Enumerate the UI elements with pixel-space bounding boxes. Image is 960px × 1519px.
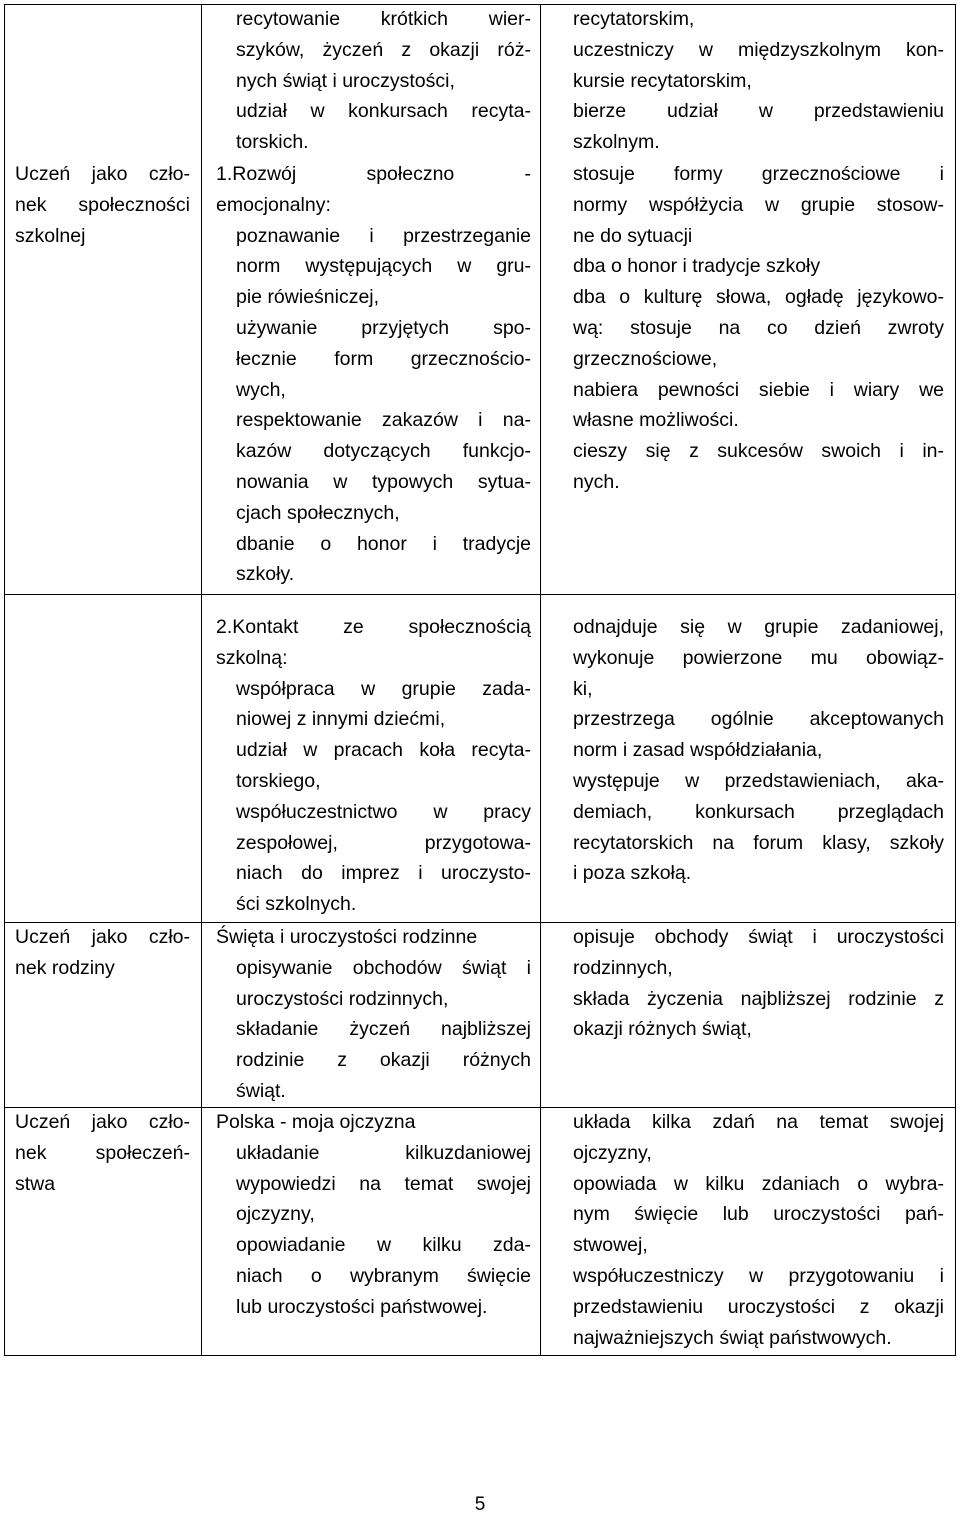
row-label-line: szkolnej [15, 224, 86, 247]
text-line: składanie życzeń najbliższej [236, 1014, 531, 1045]
text-line: wych, [236, 378, 286, 401]
row-label-line: Uczeń jako czło- [15, 926, 190, 948]
text-line: nabiera pewności siebie i wiary we [573, 375, 944, 406]
text-line: dba o kulturę słowa, ogładę językowo- [573, 282, 944, 313]
text-line: ści szkolnych. [236, 893, 357, 916]
text-line: odnajduje się w grupie zadaniowej, [573, 612, 944, 643]
text-line: szyków, życzeń z okazji róż- [236, 38, 531, 61]
bullet-item [573, 436, 944, 498]
bullet-item [573, 766, 944, 889]
bullet-item [236, 529, 531, 591]
text-line: recytatorskim, [573, 8, 695, 30]
bullet-item [573, 35, 944, 97]
text-line: stwowej, [573, 1234, 648, 1257]
continued-text [573, 4, 944, 35]
text-line: zespołowej, przygotowa- [236, 831, 531, 854]
text-line: norm i zasad współdziałania, [573, 739, 823, 762]
text-line: opisywanie obchodów świąt i [236, 953, 531, 984]
text-line: torskich. [236, 131, 309, 154]
text-line: współuczestniczy w przygotowaniu i [573, 1261, 944, 1292]
text-line: udział w konkursach recyta- [236, 96, 531, 127]
row-label-line: nek rodziny [15, 956, 115, 979]
text-line: emocjonalny: [216, 193, 331, 216]
text-line: używanie przyjętych spo- [236, 313, 531, 344]
text-line: dba o honor i tradycje szkoły [573, 251, 944, 282]
text-line: cieszy się z sukcesów swoich i in- [573, 436, 944, 467]
text-line: wykonuje powierzone mu obowiąz- [573, 646, 944, 669]
text-line: demiach, konkursach przeglądach [573, 800, 944, 823]
table-row-divider [4, 594, 956, 595]
text-line: opowiada w kilku zdaniach o wybra- [573, 1169, 944, 1200]
text-line: cjach społecznych, [236, 501, 400, 524]
text-line: składa życzenia najbliższej rodzinie z [573, 984, 944, 1015]
text-line: wypowiedzi na temat swojej [236, 1172, 531, 1195]
bullet-item [573, 375, 944, 437]
bullet-item [573, 984, 944, 1046]
text-line: rodzinnych, [573, 956, 673, 979]
outcomes-cell [0, 922, 960, 1045]
text-line: rodzinie z okazji różnych [236, 1049, 531, 1072]
row-label-line: nek społeczności [15, 193, 190, 216]
text-line: wą: stosuje na co dzień zwroty [573, 316, 944, 339]
text-line: okazji różnych świąt, [573, 1018, 752, 1041]
text-line: układa kilka zdań na temat swojej [573, 1107, 944, 1138]
text-line: opisuje obchody świąt i uroczystości [573, 922, 944, 953]
text-line: współpraca w grupie zada- [236, 674, 531, 705]
text-line: ojczyzny, [573, 1141, 652, 1164]
text-line: uroczystości rodzinnych, [236, 987, 449, 1010]
text-line: własne możliwości. [573, 409, 739, 432]
text-line: przestrzega ogólnie akceptowanych [573, 704, 944, 735]
text-line: niowej z innymi dziećmi, [236, 708, 446, 731]
text-line: Polska - moja ojczyzna [216, 1111, 416, 1133]
bullet-item [573, 1169, 944, 1261]
text-line: recytatorskich na forum klasy, szkoły [573, 831, 944, 854]
text-line: najważniejszych świąt państwowych. [573, 1326, 892, 1349]
text-line: dbanie o honor i tradycje [236, 529, 531, 560]
text-line: szkoły. [236, 563, 295, 586]
text-line: recytowanie krótkich wier- [236, 4, 531, 35]
text-line: 2.Kontakt ze społecznością [216, 616, 531, 638]
text-line: respektowanie zakazów i na- [236, 405, 531, 436]
text-line: kursie recytatorskim, [573, 69, 752, 92]
text-line: uczestniczy w międzyszkolnym kon- [573, 35, 944, 66]
bullet-item [573, 922, 944, 984]
bullet-item [573, 96, 944, 158]
text-line: nych świąt i uroczystości, [236, 69, 455, 92]
text-line: Święta i uroczystości rodzinne [216, 926, 478, 948]
text-line: i poza szkołą. [573, 862, 692, 885]
text-line: norm występujących w gru- [236, 255, 531, 278]
text-line: pie rówieśniczej, [236, 286, 380, 309]
outcomes-cell [0, 4, 960, 158]
text-line: niach o wybranym święcie [236, 1264, 531, 1287]
bullet-item [573, 612, 944, 704]
row-label-line: Uczeń jako czło- [15, 1111, 190, 1133]
text-line: lub uroczystości państwowej. [236, 1295, 488, 1318]
text-line: współuczestnictwo w pracy [236, 797, 531, 828]
text-line: udział w pracach koła recyta- [236, 735, 531, 766]
text-line: niach do imprez i uroczysto- [236, 862, 531, 885]
text-line: szkolnym. [573, 131, 660, 154]
bullet-item [573, 282, 944, 374]
row-label-line: stwa [15, 1172, 56, 1195]
row-label-line: nek społeczeń- [15, 1141, 190, 1164]
text-line: opowiadanie w kilku zda- [236, 1230, 531, 1261]
text-line: nych. [573, 470, 620, 493]
text-line: układanie kilkuzdaniowej [236, 1138, 531, 1169]
bullet-item [573, 1107, 944, 1169]
text-line: łecznie form grzecznościo- [236, 347, 531, 370]
text-line: przedstawieniu uroczystości z okazji [573, 1295, 944, 1318]
bullet-item [573, 159, 944, 251]
text-line: poznawanie i przestrzeganie [236, 221, 531, 252]
outcomes-cell [0, 1107, 960, 1353]
text-line: nowania w typowych sytua- [236, 470, 531, 493]
text-line: 1.Rozwój społeczno - [216, 163, 531, 185]
text-line: występuje w przedstawieniach, aka- [573, 766, 944, 797]
bullet-item [573, 1261, 944, 1353]
page-number: 5 [474, 1494, 486, 1515]
text-line: stosuje formy grzecznościowe i [573, 159, 944, 190]
text-line: torskiego, [236, 769, 321, 792]
text-line: szkolną: [216, 646, 288, 669]
text-line: świąt. [236, 1079, 286, 1102]
text-line: grzecznościowe, [573, 347, 718, 370]
text-line: ne do sytuacji [573, 224, 693, 247]
text-line: nym święcie lub uroczystości pań- [573, 1203, 944, 1226]
bullet-item [573, 251, 944, 282]
text-line: normy współżycia w grupie stosow- [573, 193, 944, 216]
outcomes-cell [0, 612, 960, 889]
text-line: ojczyzny, [236, 1203, 315, 1226]
outcomes-cell [0, 159, 960, 498]
text-line: bierze udział w przedstawieniu [573, 96, 944, 127]
table-border-bottom [4, 1355, 956, 1356]
bullet-item [573, 704, 944, 766]
text-line: kazów dotyczących funkcjo- [236, 440, 531, 463]
text-line: ki, [573, 677, 593, 700]
row-label-line: Uczeń jako czło- [15, 163, 190, 185]
